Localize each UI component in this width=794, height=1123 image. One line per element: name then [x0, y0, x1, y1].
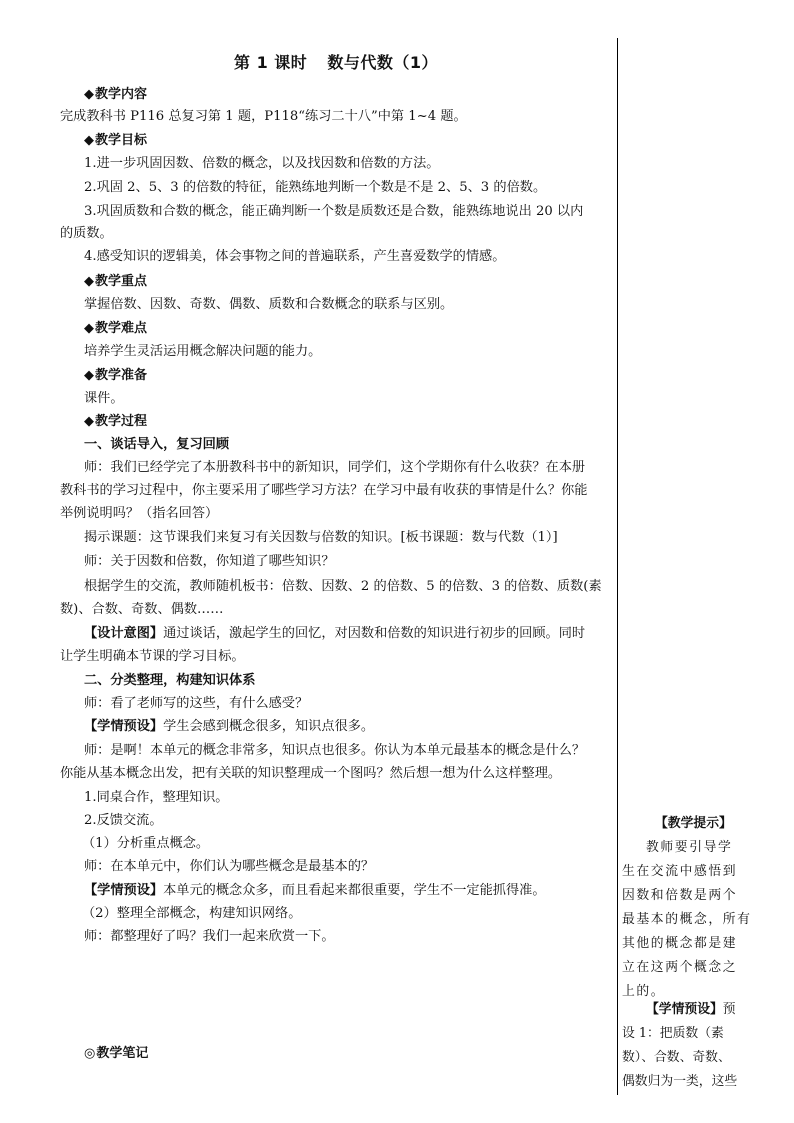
design-text: 通过谈话，激起学生的回忆，对因数和倍数的知识进行初步的回顾。同时 — [163, 626, 586, 641]
learning-preset — [84, 880, 546, 902]
lesson-topic: 数与代数（1） — [327, 53, 438, 72]
diamond-icon: ◆ — [84, 321, 94, 336]
preset-text: 学生会感到概念很多，知识点很多。 — [163, 719, 375, 734]
goal-3: 3.巩固质数和合数的概念，能正确判断一个数是质数还是合数，能熟练地说出 20 以内 — [84, 204, 584, 219]
part2-title: 二、分类整理，构建知识体系 — [84, 673, 256, 688]
lesson-number: 第 1 课时 — [234, 53, 308, 72]
heading-text: 教学准备 — [95, 368, 148, 383]
design-label: 【设计意图】 — [84, 626, 164, 641]
heading-content — [84, 84, 147, 106]
paragraph-line: 你能从基本概念出发，把有关联的知识整理成一个图吗？然后想一想为什么这样整理。 — [60, 766, 562, 781]
tip-line: 其他的概念都是建 — [622, 936, 738, 951]
tip-line: 教师要引导学 — [646, 840, 733, 855]
preset-line: 数）、合数、奇数、 — [622, 1050, 731, 1065]
preset-label: 【学情预设】 — [84, 883, 164, 898]
preset-line: 偶数归为一类，这些 — [622, 1074, 738, 1089]
preset-text: 本单元的概念众多，而且看起来都很重要，学生不一定能抓得准。 — [163, 883, 546, 898]
preset-heading: 【学情预设】 — [646, 1002, 723, 1017]
heading-text: 教学笔记 — [96, 1046, 149, 1061]
prep-text: 课件。 — [84, 391, 124, 406]
heading-notes — [84, 1043, 148, 1065]
goal-1: 1.进一步巩固因数、倍数的概念，以及找因数和倍数的方法。 — [84, 156, 440, 171]
heading-text: 教学过程 — [95, 414, 148, 429]
goal-3-cont: 的质数。 — [60, 226, 113, 241]
circle-dot-icon: ◎ — [84, 1046, 96, 1061]
paragraph-line: 举例说明吗？（指名回答） — [60, 506, 219, 521]
heading-key — [84, 271, 147, 293]
page-title — [60, 50, 612, 73]
paragraph-line: （1）分析重点概念。 — [82, 836, 210, 851]
preset-line: 设 1：把质数（素 — [622, 1026, 724, 1041]
part1-title: 一、谈话导入，复习回顾 — [84, 437, 230, 452]
tip-heading: 【教学提示】 — [655, 816, 732, 831]
preset-suffix: 预 — [722, 1002, 736, 1017]
content-text: 完成教科书 P116 总复习第 1 题，P118“练习二十八”中第 1~4 题。 — [60, 109, 467, 124]
preset-heading-line — [646, 1000, 736, 1020]
diamond-icon: ◆ — [84, 133, 94, 148]
paragraph-line: 教科书的学习过程中，你主要采用了哪些学习方法？在学习中最有收获的事情是什么？你能 — [60, 483, 588, 498]
tip-line: 立在这两个概念之 — [622, 960, 738, 975]
goal-4: 4.感受知识的逻辑美，体会事物之间的普遍联系，产生喜爱数学的情感。 — [84, 249, 506, 264]
paragraph-line: 师：是啊！本单元的概念非常多，知识点也很多。你认为本单元最基本的概念是什么？ — [84, 743, 586, 758]
paragraph-line: 师：都整理好了吗？我们一起来欣赏一下。 — [84, 929, 335, 944]
paragraph-line: 师：在本单元中，你们认为哪些概念是最基本的？ — [84, 859, 375, 874]
paragraph-line: 师：关于因数和倍数，你知道了哪些知识？ — [84, 554, 335, 569]
key-text: 掌握倍数、因数、奇数、偶数、质数和合数概念的联系与区别。 — [84, 297, 454, 312]
tip-line: 最基本的概念，所有 — [622, 912, 752, 927]
tip-line: 上的。 — [622, 984, 666, 999]
paragraph-line: 根据学生的交流，教师随机板书：倍数、因数、2 的倍数、5 的倍数、3 的倍数、质数(素 — [84, 579, 602, 594]
heading-goals — [84, 130, 147, 152]
paragraph-line: （2）整理全部概念，构建知识网络。 — [82, 906, 302, 921]
diamond-icon: ◆ — [84, 274, 94, 289]
heading-text: 教学难点 — [95, 321, 148, 336]
heading-text: 教学重点 — [95, 274, 148, 289]
design-intent — [84, 623, 585, 645]
goal-2: 2.巩固 2、5、3 的倍数的特征，能熟练地判断一个数是不是 2、5、3 的倍数。 — [84, 180, 547, 195]
paragraph-line: 1.同桌合作，整理知识。 — [84, 790, 229, 805]
preset-label: 【学情预设】 — [84, 719, 164, 734]
paragraph-line: 师：看了老师写的这些，有什么感受？ — [84, 696, 309, 711]
heading-difficult — [84, 318, 147, 340]
paragraph-line: 揭示课题：这节课我们来复习有关因数与倍数的知识。[板书课题：数与代数（1）] — [84, 530, 558, 545]
heading-text: 教学目标 — [95, 133, 148, 148]
difficult-text: 培养学生灵活运用概念解决问题的能力。 — [84, 344, 322, 359]
paragraph-line: 让学生明确本节课的学习目标。 — [60, 649, 245, 664]
tip-line: 生在交流中感悟到 — [622, 864, 738, 879]
heading-process — [84, 411, 147, 433]
heading-text: 教学内容 — [95, 87, 148, 102]
diamond-icon: ◆ — [84, 414, 94, 429]
paragraph-line: 师：我们已经学完了本册教科书中的新知识，同学们，这个学期你有什么收获？在本册 — [84, 460, 586, 475]
column-divider — [617, 38, 618, 1095]
diamond-icon: ◆ — [84, 87, 94, 102]
heading-prep — [84, 365, 147, 387]
tip-line: 因数和倍数是两个 — [622, 888, 738, 903]
diamond-icon: ◆ — [84, 368, 94, 383]
paragraph-line: 2.反馈交流。 — [84, 813, 163, 828]
learning-preset — [84, 716, 374, 738]
paragraph-line: 数)、合数、奇数、偶数…… — [60, 602, 224, 617]
